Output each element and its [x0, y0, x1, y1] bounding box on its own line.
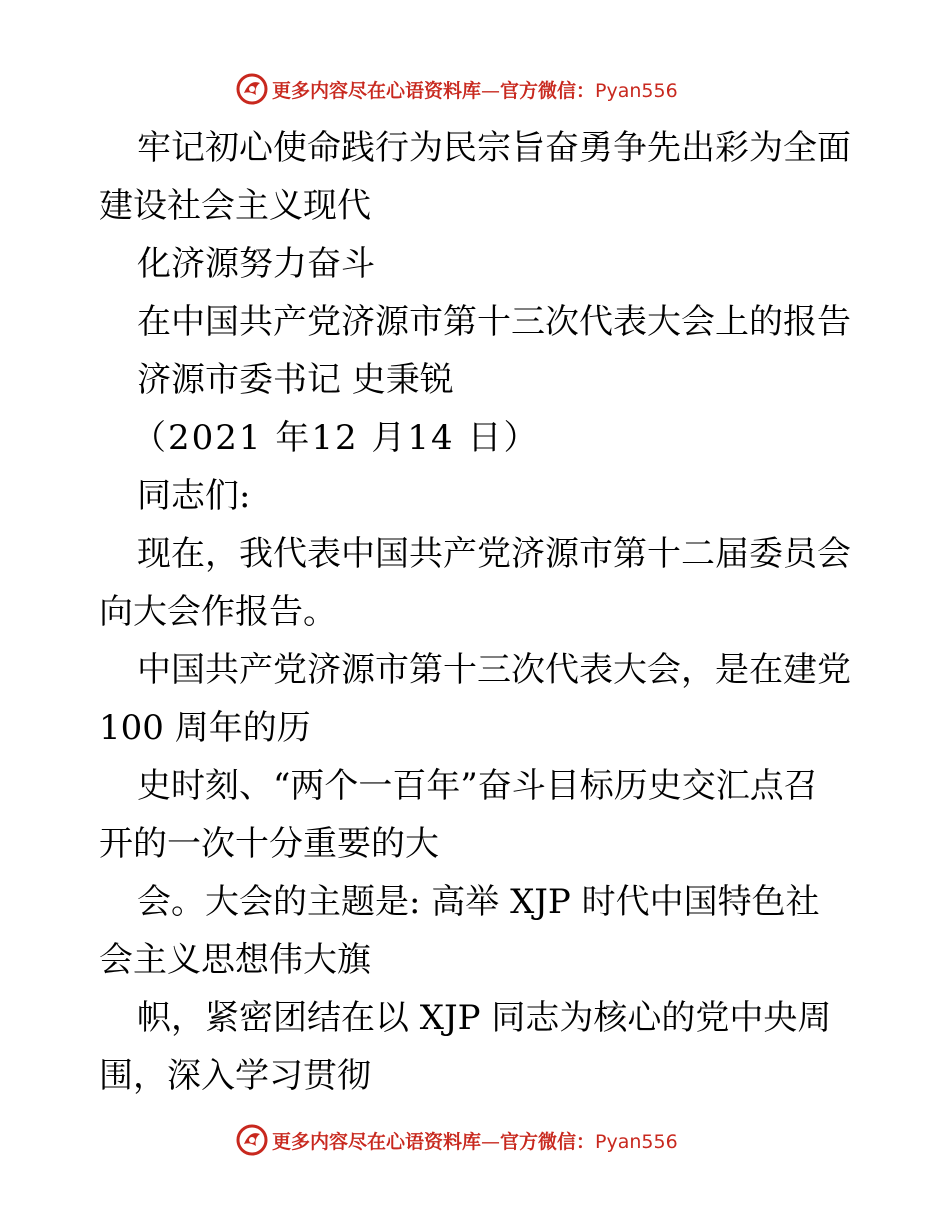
salutation-line: 同志们:: [137, 476, 251, 516]
title-line-2: 建设社会主义现代: [99, 186, 371, 226]
author-line: 济源市委书记 史秉锐: [137, 360, 454, 400]
subtitle-line: 在中国共产党济源市第十三次代表大会上的报告: [137, 302, 851, 342]
paragraph-line: 中国共产党济源市第十三次代表大会，是在建党: [137, 650, 851, 690]
watermark-label: 官方微信：: [500, 79, 596, 102]
watermark-separator: —: [481, 79, 501, 102]
watermark-separator: —: [481, 1130, 501, 1153]
paragraph-line: 会主义思想伟大旗: [99, 940, 371, 980]
watermark-site-name: 更多内容尽在心语资料库: [272, 1130, 482, 1153]
watermark-wechat-id: Pyan556: [595, 79, 678, 102]
red-swirl-logo-icon: [236, 73, 268, 105]
header-watermark: [236, 72, 716, 106]
footer-watermark: [236, 1123, 716, 1157]
watermark-text: [272, 76, 678, 103]
watermark-wechat-id: Pyan556: [595, 1130, 678, 1153]
paragraph-line: 会。大会的主题是: 高举 XJP 时代中国特色社: [137, 882, 820, 922]
paragraph-line: 现在，我代表中国共产党济源市第十二届委员会: [137, 534, 851, 574]
title-line-1: 牢记初心使命践行为民宗旨奋勇争先出彩为全面: [137, 128, 851, 168]
paragraph-line: 开的一次十分重要的大: [99, 824, 439, 864]
watermark-label: 官方微信：: [500, 1130, 596, 1153]
paragraph-line: 100 周年的历: [99, 708, 311, 748]
watermark-text: [272, 1127, 678, 1154]
paragraph-line: 围，深入学习贯彻: [99, 1056, 371, 1096]
paragraph-line: 史时刻、“两个一百年”奋斗目标历史交汇点召: [137, 766, 818, 806]
paragraph-line: 帜，紧密团结在以 XJP 同志为核心的党中央周: [137, 998, 832, 1038]
date-line: （2021 年12 月14 日）: [132, 418, 540, 458]
title-line-3: 化济源努力奋斗: [137, 244, 375, 284]
paragraph-line: 向大会作报告。: [99, 592, 337, 632]
watermark-site-name: 更多内容尽在心语资料库: [272, 79, 482, 102]
red-swirl-logo-icon: [236, 1124, 268, 1156]
